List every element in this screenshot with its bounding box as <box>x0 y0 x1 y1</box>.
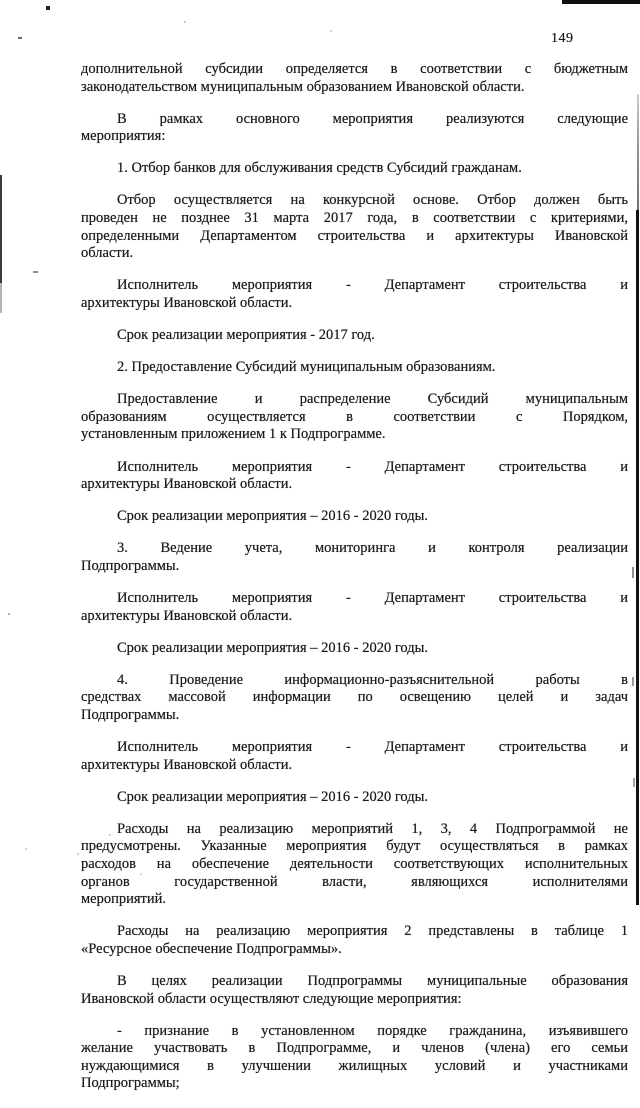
scan-speck <box>46 6 50 10</box>
text-line: Срок реализации мероприятия – 2016 - 2020 годы. <box>117 788 429 805</box>
text-line: 2. Предоставление Субсидий муниципальным образованиям. <box>117 359 496 376</box>
text-line: мероприятий. <box>81 891 167 908</box>
text-line: 4. Проведение информационно-разъяснительной работы в <box>117 671 628 688</box>
text-line: В целях реализации Подпрограммы муниципальные образования <box>117 972 628 989</box>
scan-speck <box>8 613 10 615</box>
scan-speck <box>632 567 634 578</box>
text-line: «Ресурсное обеспечение Подпрограммы». <box>81 940 342 957</box>
scan-speck <box>330 30 332 32</box>
scan-speck <box>25 848 27 850</box>
scan-artifact-left-edge-line <box>0 175 2 283</box>
text-line: Исполнитель мероприятия - Департамент строительства и <box>117 458 628 475</box>
text-line: желание участвовать в Подпрограмме, и членов (члена) его семьи <box>81 1040 628 1057</box>
scan-speck <box>184 21 186 23</box>
text-line: 3. Ведение учета, мониторинга и контроля реализации <box>117 540 628 557</box>
text-line: архитектуры Ивановской области. <box>81 294 293 311</box>
text-line: Подпрограммы; <box>81 1075 180 1092</box>
text-line: Подпрограммы. <box>81 706 180 723</box>
text-line: предусмотрены. Указанные мероприятия будут осуществляться в рамках <box>81 838 628 855</box>
scan-artifact-top-right-bar <box>562 0 640 4</box>
scan-artifact-right-edge-line-light <box>637 94 639 212</box>
scan-speck <box>18 37 22 39</box>
text-line: В рамках основного мероприятия реализуются следующие <box>117 110 628 127</box>
text-line: 1. Отбор банков для обслуживания средств Субсидий гражданам. <box>117 160 522 177</box>
text-line: средствах массовой информации по освещению целей и задач <box>81 689 628 706</box>
text-line: архитектуры Ивановской области. <box>81 756 293 773</box>
text-line: дополнительной субсидии определяется в соответствии с бюджетным <box>81 61 628 77</box>
text-line: Расходы на реализацию мероприятия 2 представлены в таблице 1 <box>117 923 628 940</box>
text-line: Подпрограммы. <box>81 557 180 574</box>
scan-artifact-right-edge-line <box>636 210 639 905</box>
text-line: мероприятия: <box>81 128 166 145</box>
scan-speck <box>633 778 635 787</box>
text-line: Исполнитель мероприятия - Департамент строительства и <box>117 277 628 294</box>
scan-artifact-left-edge-line-fade <box>0 283 2 313</box>
scan-speck <box>77 853 79 855</box>
text-line: Отбор осуществляется на конкурсной основе. Отбор должен быть <box>117 192 628 209</box>
text-line: установленным приложением 1 к Подпрограмме. <box>81 426 386 443</box>
text-line: Предоставление и распределение Субсидий муниципальным <box>117 391 628 408</box>
text-line: Расходы на реализацию мероприятий 1, 3, 4 Подпрограммой не <box>117 820 628 837</box>
text-line: архитектуры Ивановской области. <box>81 607 293 624</box>
text-line: законодательством муниципальным образованием Ивановской области. <box>81 78 525 95</box>
page-number: 149 <box>551 31 574 46</box>
text-line: Срок реализации мероприятия – 2016 - 2020 годы. <box>117 639 429 656</box>
text-line: архитектуры Ивановской области. <box>81 476 293 493</box>
scan-speck <box>632 677 634 686</box>
text-line: образованиям осуществляется в соответствии с Порядком, <box>81 408 628 425</box>
text-line: Ивановской области осуществляют следующие мероприятия: <box>81 990 462 1007</box>
text-line: Срок реализации мероприятия - 2017 год. <box>117 327 375 344</box>
text-line: определенными Департаментом строительства и архитектуры Ивановской <box>81 227 628 244</box>
text-line: органов государственной власти, являющихся исполнителями <box>81 873 628 890</box>
text-line: Срок реализации мероприятия – 2016 - 2020 годы. <box>117 508 429 525</box>
document-body <box>81 61 628 1108</box>
text-line: Исполнитель мероприятия - Департамент строительства и <box>117 739 628 756</box>
text-line: области. <box>81 245 134 262</box>
scan-speck <box>33 271 38 273</box>
text-line: Исполнитель мероприятия - Департамент строительства и <box>117 589 628 606</box>
text-line: - признание в установленном порядке гражданина, изъявившего <box>117 1022 628 1039</box>
text-line: нуждающимися в улучшении жилищных условий и участниками <box>81 1057 628 1074</box>
text-line: проведен не позднее 31 марта 2017 года, в соответствии с критериями, <box>81 210 628 227</box>
text-line: расходов на обеспечение деятельности соответствующих исполнительных <box>81 856 628 872</box>
